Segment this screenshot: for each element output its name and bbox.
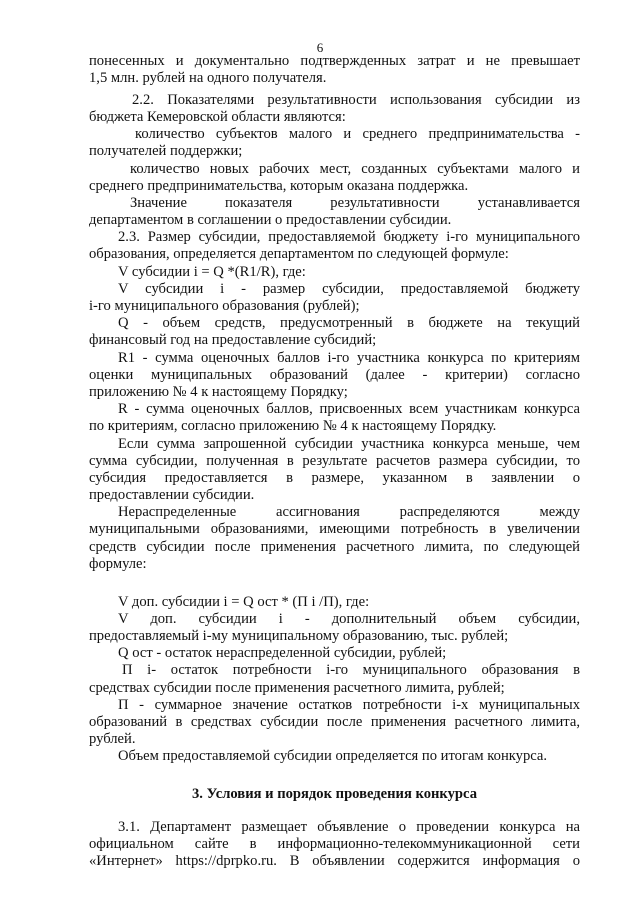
text-line: департаментом в соглашении о предоставлении субсидии. [89, 212, 452, 228]
text-line: V доп. субсидии i = Q ост * (П i /П), где: [118, 594, 370, 610]
text-line: количество новых рабочих мест, созданных субъектами малого и [130, 161, 580, 177]
text-line: сумма субсидии, полученная в результате расчетов размера субсидии, то [89, 453, 580, 469]
text-line: приложению № 4 к настоящему Порядку; [89, 384, 348, 400]
text-line: R1 - сумма оценочных баллов i-го участника конкурса по критериям [118, 350, 580, 366]
text-line: V субсидии i - размер субсидии, предоставляемой бюджету [118, 281, 580, 297]
text-line: Объем предоставляемой субсидии определяется по итогам конкурса. [118, 748, 548, 764]
text-line: Q ост - остаток нераспределенной субсидии, рублей; [118, 645, 447, 661]
text-line: предоставлении субсидии. [89, 487, 255, 503]
text-line: по критериям, согласно приложению № 4 к настоящему Порядку. [89, 418, 497, 434]
text-line: 3.1. Департамент размещает объявление о проведении конкурса на [118, 819, 580, 835]
text-line: рублей. [89, 731, 136, 747]
text-line: оценки муниципальных образований (далее - критерии) согласно [89, 367, 580, 383]
text-line: понесенных и документально подтвержденных затрат и не превышает [89, 53, 580, 69]
text-line: средствах субсидии после применения расчетного лимита, рублей; [89, 680, 505, 696]
text-line: образования, определяется департаментом по следующей формуле: [89, 246, 509, 262]
text-line: Если сумма запрошенной субсидии участника конкурса меньше, чем [118, 436, 580, 452]
text-line: «Интернет» https://dprpko.ru. В объявлении содержится информация о [89, 853, 580, 869]
text-line: Нераспределенные ассигнования распределяются между [118, 504, 580, 520]
text-line: 2.2. Показателями результативности использования субсидии из [132, 92, 580, 108]
text-line: R - сумма оценочных баллов, присвоенных всем участникам конкурса [118, 401, 580, 417]
section-heading: 3. Условия и порядок проведения конкурса [191, 786, 477, 802]
text-line: 2.3. Размер субсидии, предоставляемой бюджету i-го муниципального [118, 229, 580, 245]
text-line: финансовый год на предоставление субсидий; [89, 332, 377, 348]
page-number: 6 [316, 40, 324, 55]
text-line: V субсидии i = Q *(R1/R), где: [118, 264, 306, 280]
text-line: Значение показателя результативности устанавливается [130, 195, 580, 211]
text-line: образований в средствах субсидии после применения расчетного лимита, [89, 714, 580, 730]
text-line: субсидия предоставляется в размере, указанном в заявлении о [89, 470, 580, 486]
text-line: Q - объем средств, предусмотренный в бюджете на текущий [118, 315, 580, 331]
text-line: официальном сайте в информационно-телекоммуникационной сети [89, 836, 580, 852]
text-line: формуле: [89, 556, 147, 572]
text-line: получателей поддержки; [89, 143, 243, 159]
text-line: П i- остаток потребности i-го муниципального образования в [122, 662, 580, 678]
text-line: муниципальными образованиями, имеющими потребность в увеличении [89, 521, 580, 537]
text-line: V доп. субсидии i - дополнительный объем субсидии, [118, 611, 580, 627]
text-line: i-го муниципального образования (рублей); [89, 298, 360, 314]
text-line: П - суммарное значение остатков потребности i-х муниципальных [118, 697, 580, 713]
text-line: среднего предпринимательства, которым оказана поддержка. [89, 178, 469, 194]
text-line: количество субъектов малого и среднего предпринимательства - [135, 126, 580, 142]
text-line: средств субсидии после применения расчетного лимита, по следующей [89, 539, 580, 555]
text-line: предоставляемый i-му муниципальному образованию, тыс. рублей; [89, 628, 509, 644]
text-line: бюджета Кемеровской области являются: [89, 109, 346, 125]
text-line: 1,5 млн. рублей на одного получателя. [89, 70, 327, 86]
